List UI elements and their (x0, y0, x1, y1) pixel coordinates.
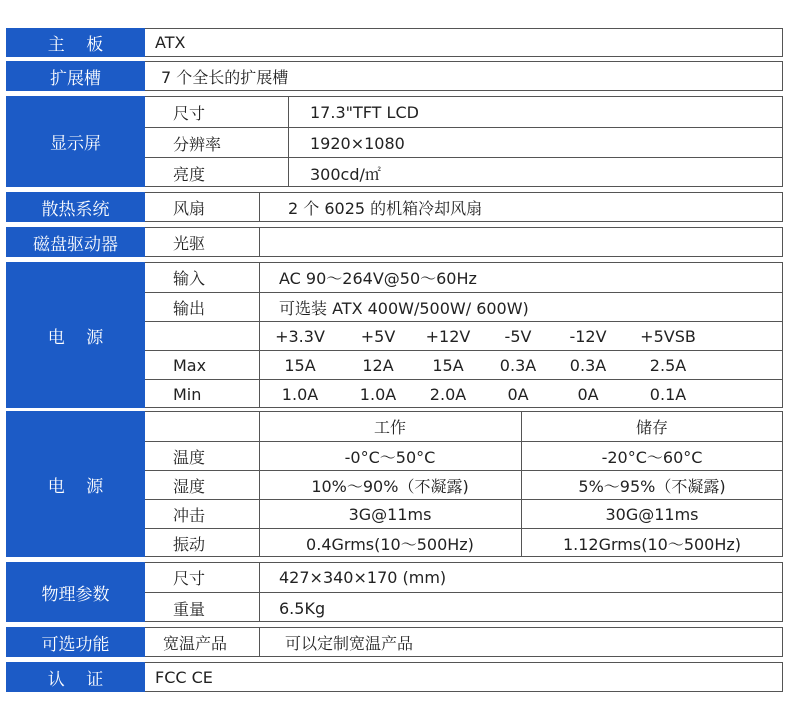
environment-row (145, 499, 782, 529)
environment-row (145, 441, 782, 471)
power-max-row (145, 350, 782, 380)
storage-drive-label: 光驱 (173, 233, 206, 253)
storage-section (6, 227, 783, 257)
cooling-section (6, 192, 783, 222)
rail-label: -5V (504, 327, 532, 346)
power-header: 电 源 (6, 262, 145, 408)
expansion-section (6, 61, 783, 91)
storage-header: 磁盘驱动器 (6, 227, 145, 257)
power-min-label: Min (173, 385, 202, 404)
min-current: 0A (577, 385, 599, 404)
display-row (145, 157, 782, 188)
dimensions-value: 427×340×170 (mm) (279, 568, 447, 587)
physical-header: 物理参数 (6, 562, 145, 622)
display-resolution-label: 分辨率 (173, 134, 222, 154)
rail-label: +12V (425, 327, 471, 346)
mainboard-value: ATX (155, 33, 186, 52)
max-current: 0.3A (569, 356, 607, 375)
power-rails-row (145, 321, 782, 351)
rail-label: +5VSB (640, 327, 696, 346)
options-header: 可选功能 (6, 627, 145, 657)
certification-value: FCC CE (155, 667, 213, 687)
expansion-value: 7 个全长的扩展槽 (161, 67, 289, 87)
min-current: 0.1A (649, 385, 687, 404)
shock-storage: 30G@11ms (605, 505, 699, 524)
display-size-label: 尺寸 (173, 103, 206, 123)
min-current: 1.0A (281, 385, 319, 404)
storage-drive-value (259, 228, 279, 256)
max-current: 0.3A (499, 356, 537, 375)
max-current: 12A (362, 356, 394, 375)
certification-header: 认 证 (6, 662, 145, 692)
environment-row (145, 470, 782, 500)
power-output-row (145, 292, 782, 322)
shock-label: 冲击 (173, 506, 206, 525)
power-input-value: AC 90～264V@50～60Hz (279, 269, 477, 288)
cooling-fan-label: 风扇 (173, 198, 206, 218)
humidity-storage: 5%～95%（不凝露) (578, 477, 726, 496)
vibration-label: 振动 (173, 535, 206, 554)
max-current: 2.5A (649, 356, 687, 375)
rail-label: -12V (569, 327, 607, 346)
mainboard-section (6, 28, 783, 57)
cooling-fan-value: 2 个 6025 的机箱冷却风扇 (288, 198, 483, 218)
display-resolution-value: 1920×1080 (310, 133, 405, 153)
weight-value: 6.5Kg (279, 598, 326, 618)
physical-row (145, 592, 782, 623)
mainboard-header: 主 板 (6, 28, 145, 57)
display-brightness-label: 亮度 (173, 164, 206, 184)
certification-section (6, 662, 783, 692)
power-section (6, 262, 783, 408)
wide-temp-value: 可以定制宽温产品 (285, 633, 414, 653)
environment-section (6, 411, 783, 557)
vibration-storage: 1.12Grms(10～500Hz) (562, 535, 742, 554)
humidity-label: 湿度 (173, 477, 206, 496)
physical-section (6, 562, 783, 622)
cooling-header: 散热系统 (6, 192, 145, 222)
dimensions-label: 尺寸 (173, 569, 206, 588)
storage-column-header: 储存 (635, 418, 668, 437)
environment-header: 电 源 (6, 411, 145, 557)
display-row (145, 127, 782, 158)
options-section (6, 627, 783, 657)
wide-temp-label: 宽温产品 (163, 633, 228, 653)
min-current: 1.0A (359, 385, 397, 404)
display-section (6, 96, 783, 187)
operating-column-header: 工作 (373, 418, 406, 437)
display-brightness-value: 300cd/㎡ (310, 164, 381, 184)
max-current: 15A (432, 356, 464, 375)
display-size-value: 17.3"TFT LCD (310, 102, 419, 122)
vibration-operating: 0.4Grms(10～500Hz) (306, 535, 474, 554)
min-current: 0A (507, 385, 529, 404)
display-row (145, 97, 782, 127)
temperature-operating: -0°C～50°C (344, 448, 436, 467)
weight-label: 重量 (173, 599, 206, 619)
display-header: 显示屏 (6, 96, 145, 187)
rail-label: +3.3V (275, 327, 325, 346)
power-output-value: 可选装 ATX 400W/500W/ 600W) (279, 299, 529, 318)
rail-label: +5V (360, 327, 396, 346)
max-current: 15A (284, 356, 316, 375)
environment-header-row (145, 412, 782, 441)
environment-row (145, 528, 782, 558)
power-input-row (145, 263, 782, 292)
temperature-storage: -20°C～60°C (601, 448, 703, 467)
power-output-label: 输出 (173, 299, 206, 318)
humidity-operating: 10%～90%（不凝露) (311, 477, 469, 496)
shock-operating: 3G@11ms (348, 505, 432, 524)
min-current: 2.0A (429, 385, 467, 404)
physical-row (145, 563, 782, 592)
temperature-label: 温度 (173, 448, 206, 467)
power-input-label: 输入 (173, 269, 206, 288)
power-max-label: Max (173, 356, 207, 375)
expansion-header: 扩展槽 (6, 61, 145, 91)
power-min-row (145, 379, 782, 409)
